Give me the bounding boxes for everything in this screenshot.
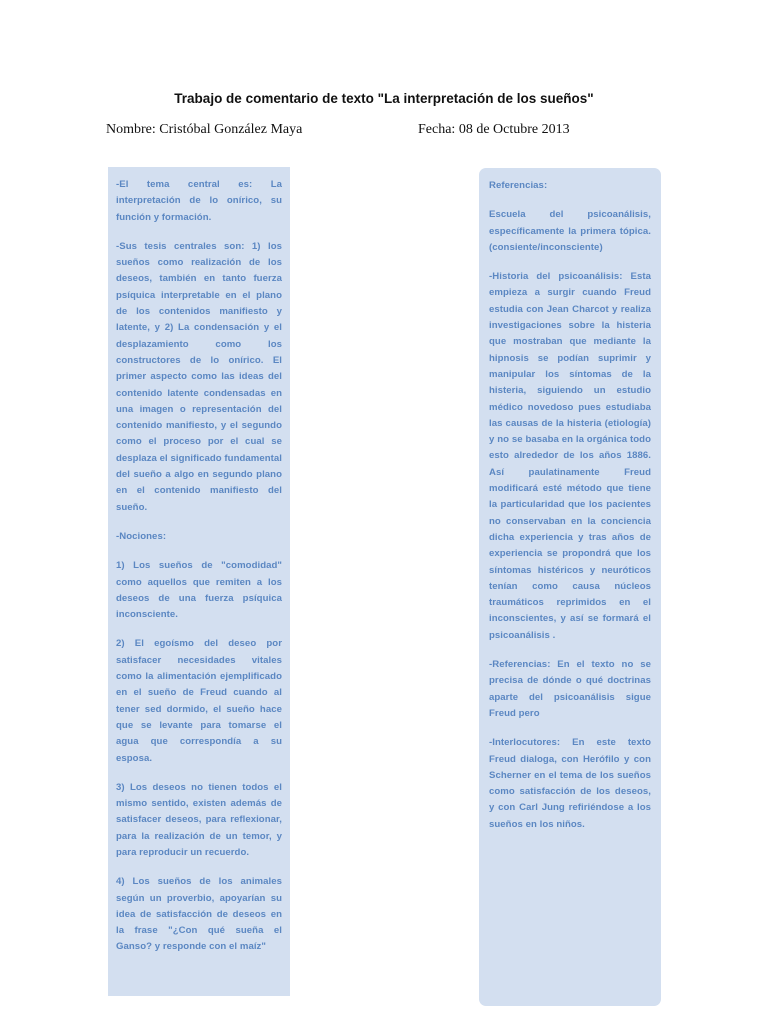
left-paragraph-nocion-4: 4) Los sueños de los animales según un proverbio, apoyarían su idea de satisfacción de deseos en la frase "¿Con qué sueña el Ganso? y responde con el maíz"	[116, 876, 282, 953]
right-text-box	[479, 168, 661, 1006]
left-paragraph-tema: -El tema central es: La interpretación de lo onírico, su función y formación.	[116, 179, 282, 223]
left-paragraph-nociones-heading: -Nociones:	[116, 530, 167, 542]
left-paragraph-nocion-2: 2) El egoísmo del deseo por satisfacer necesidades vitales como la alimentación ejemplificado en el sueño de Freud cuando al tener sed dormido, el sueño hace que se levante para tomarse el agua que correspondía a su esposa.	[116, 638, 282, 764]
right-paragraph-referencias-heading: Referencias:	[489, 180, 548, 191]
left-paragraph-nocion-3: 3) Los deseos no tienen todos el mismo sentido, existen además de satisfacer deseos, para reflexionar, para la realización de un temor, y para reproducir un recuerdo.	[116, 781, 282, 858]
author-line: Nombre: Cristóbal González Maya	[106, 122, 303, 137]
right-paragraph-interlocutores: -Interlocutores: En este texto Freud dialoga, con Herófilo y con Scherner en el tema de los sueños como satisfacción de los deseos, y con Carl Jung refiriéndose a los sueños en los niños.	[489, 737, 651, 830]
left-paragraph-tesis: -Sus tesis centrales son: 1) los sueños como realización de los deseos, también en tanto fuerza psíquica interpretable en el plano de los contenidos manifiesto y latente, y 2) La condensación y el desplazamiento como los constructores de lo onírico. El primer aspecto como las ideas del contenido latente condensadas en una imagen o representación del contenido manifiesto, y el segundo como el proceso por el cual se desplaza el significado fundamental del sueño a algo en segundo plano en el contenido manifiesto del sueño.	[116, 240, 282, 513]
left-text-box	[108, 167, 290, 996]
date-line: Fecha: 08 de Octubre 2013	[418, 122, 570, 137]
right-paragraph-referencias: -Referencias: En el texto no se precisa de dónde o qué doctrinas aparte del psicoanálisis sigue Freud pero	[489, 659, 651, 719]
left-paragraph-nocion-1: 1) Los sueños de "comodidad" como aquellos que remiten a los deseos de una fuerza psíquica inconsciente.	[116, 560, 282, 621]
document-title: Trabajo de comentario de texto "La interpretación de los sueños"	[174, 91, 594, 106]
right-paragraph-escuela: Escuela del psicoanálisis, específicamente la primera tópica. (consiente/inconsciente)	[489, 209, 651, 253]
right-paragraph-historia: -Historia del psicoanálisis: Esta empieza a surgir cuando Freud estudia con Jean Charcot y realiza investigaciones sobre la histeria que mostraban que mediante la hipnosis se podían suprimir y manipular los síntomas de la histeria, siguiendo un estudio médico novedoso pues estudiaba las causas de la histeria (etiología) y no se basaba en la orgánica todo esto alrededor de los años 1886. Así paulatinamente Freud modificará esté método que tiene la particularidad que los pacientes no conservaban en la conciencia dicha experiencia y tras años de experiencia se propondrá que los síntomas histéricos y neuróticos tenían como causa núcleos traumáticos reprimidos en el inconscientes, y así se formará el psicoanálisis .	[489, 271, 651, 641]
